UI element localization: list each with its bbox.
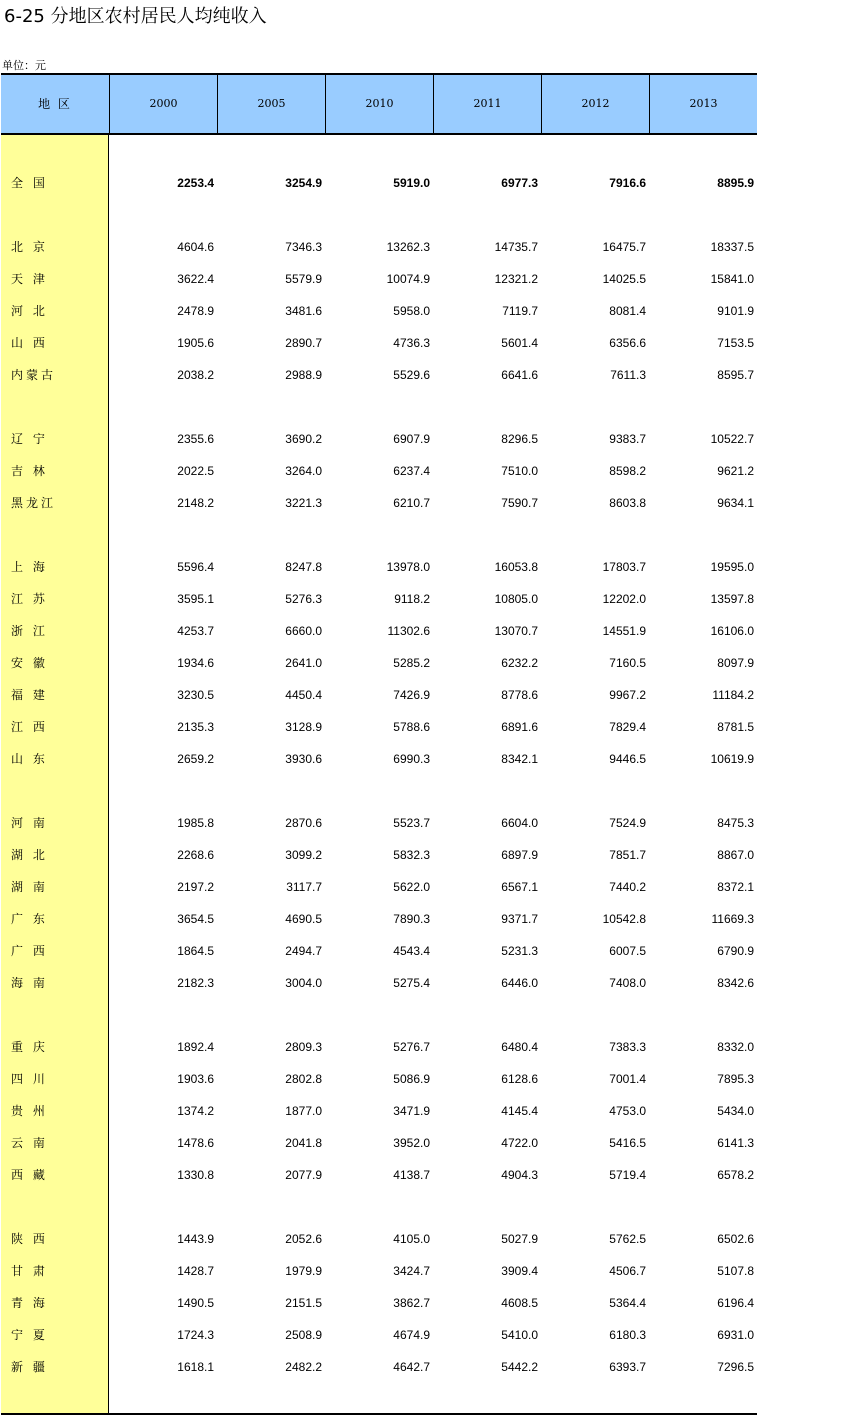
value-cell: 2022.5 [177,464,214,478]
value-cell: 13597.8 [710,592,754,606]
value-cell: 5596.4 [177,560,214,574]
value-cell: 5434.0 [717,1104,754,1118]
table-row [1,1133,757,1153]
value-cell: 9967.2 [609,688,646,702]
value-cell: 1330.8 [177,1168,214,1182]
value-cell: 6567.1 [501,880,538,894]
table-row [1,301,757,321]
value-cell: 5086.9 [393,1072,430,1086]
unit-label: 单位：元 [2,59,46,72]
value-cell: 1618.1 [177,1360,214,1374]
value-cell: 5579.9 [285,272,322,286]
region-name: 内蒙古 [11,368,57,382]
region-name: 全 国 [11,176,48,190]
value-cell: 3117.7 [286,880,322,894]
value-cell: 6891.6 [501,720,538,734]
value-cell: 10522.7 [710,432,754,446]
value-cell: 6931.0 [717,1328,754,1342]
value-cell: 1478.6 [177,1136,214,1150]
value-cell: 8342.1 [501,752,538,766]
value-cell: 4145.4 [501,1104,538,1118]
value-cell: 5958.0 [393,304,430,318]
header-year: 2013 [649,75,757,133]
table-row [1,877,757,897]
value-cell: 3481.6 [285,304,322,318]
value-cell: 8598.2 [609,464,646,478]
value-cell: 8778.6 [501,688,538,702]
region-name: 安 徽 [11,656,48,670]
table-row [1,1165,757,1185]
header-region: 地 区 [38,97,72,111]
value-cell: 6356.6 [609,336,646,350]
value-cell: 14551.9 [602,624,646,638]
value-cell: 5762.5 [609,1232,646,1246]
value-cell: 2151.5 [285,1296,322,1310]
header-year: 2005 [217,75,325,133]
value-cell: 2988.9 [285,368,322,382]
value-cell: 4674.9 [393,1328,430,1342]
value-cell: 2802.8 [285,1072,322,1086]
value-cell: 6641.6 [501,368,538,382]
region-name: 山 东 [11,752,48,766]
table-row [1,333,757,353]
table-header [1,73,757,135]
table-row [1,621,757,641]
value-cell: 3004.0 [285,976,322,990]
value-cell: 16475.7 [602,240,646,254]
value-cell: 7851.7 [609,848,646,862]
value-cell: 8372.1 [717,880,754,894]
value-cell: 6990.3 [393,752,430,766]
value-cell: 8781.5 [717,720,754,734]
value-cell: 2135.3 [177,720,214,734]
value-cell: 17803.7 [602,560,646,574]
value-cell: 5364.4 [609,1296,646,1310]
value-cell: 1490.5 [177,1296,214,1310]
value-cell: 16106.0 [710,624,754,638]
value-cell: 5410.0 [501,1328,538,1342]
value-cell: 11302.6 [387,624,430,638]
value-cell: 3128.9 [285,720,322,734]
value-cell: 6502.6 [717,1232,754,1246]
table-row [1,1069,757,1089]
value-cell: 7160.5 [609,656,646,670]
value-cell: 6210.7 [393,496,430,510]
value-cell: 5275.4 [393,976,430,990]
region-name: 吉 林 [11,464,48,478]
value-cell: 4105.0 [393,1232,430,1246]
value-cell: 9118.2 [394,592,430,606]
value-cell: 19595.0 [710,560,754,574]
value-cell: 2197.2 [177,880,214,894]
value-cell: 4506.7 [609,1264,646,1278]
value-cell: 6180.3 [609,1328,646,1342]
value-cell: 5529.6 [393,368,430,382]
value-cell: 4604.6 [177,240,214,254]
value-cell: 6196.4 [717,1296,754,1310]
value-cell: 8296.5 [501,432,538,446]
value-cell: 5442.2 [501,1360,538,1374]
value-cell: 8097.9 [717,656,754,670]
region-name: 山 西 [11,336,48,350]
value-cell: 1892.4 [177,1040,214,1054]
value-cell: 10542.8 [602,912,646,926]
income-table [1,73,757,1415]
value-cell: 2508.9 [285,1328,322,1342]
value-cell: 2870.6 [285,816,322,830]
value-cell: 4543.4 [393,944,430,958]
value-cell: 7426.9 [393,688,430,702]
value-cell: 8081.4 [609,304,646,318]
value-cell: 9634.1 [717,496,754,510]
header-year: 2011 [433,75,541,133]
value-cell: 6446.0 [501,976,538,990]
value-cell: 3862.7 [393,1296,430,1310]
region-column-bg [1,135,109,1415]
value-cell: 6007.5 [609,944,646,958]
region-name: 海 南 [11,976,48,990]
value-cell: 8342.6 [717,976,754,990]
value-cell: 2038.2 [177,368,214,382]
table-row [1,653,757,673]
value-cell: 13070.7 [494,624,538,638]
value-cell: 3909.4 [501,1264,538,1278]
table-row [1,1325,757,1345]
value-cell: 11669.3 [711,912,754,926]
value-cell: 6237.4 [393,464,430,478]
value-cell: 5276.3 [285,592,322,606]
value-cell: 3471.9 [393,1104,430,1118]
value-cell: 1374.2 [177,1104,214,1118]
table-row [1,973,757,993]
value-cell: 8247.8 [285,560,322,574]
value-cell: 11184.2 [712,688,754,702]
region-name: 江 苏 [11,592,48,606]
page-title: 6-25 分地区农村居民人均纯收入 [4,6,267,27]
table-row [1,1357,757,1377]
table-row [1,237,757,257]
value-cell: 6604.0 [501,816,538,830]
value-cell: 1979.9 [285,1264,322,1278]
value-cell: 5919.0 [393,176,430,190]
value-cell: 2253.4 [177,176,214,190]
table-row [1,461,757,481]
value-cell: 3654.5 [177,912,214,926]
value-cell: 3099.2 [285,848,322,862]
value-cell: 9101.9 [717,304,754,318]
value-cell: 7611.3 [610,368,646,382]
value-cell: 4138.7 [393,1168,430,1182]
value-cell: 2809.3 [285,1040,322,1054]
region-name: 上 海 [11,560,48,574]
value-cell: 1428.7 [177,1264,214,1278]
value-cell: 1903.6 [177,1072,214,1086]
value-cell: 2641.0 [285,656,322,670]
table-row [1,269,757,289]
header-year: 2010 [325,75,433,133]
value-cell: 5285.2 [393,656,430,670]
header-year: 2012 [541,75,649,133]
value-cell: 1724.3 [177,1328,214,1342]
value-cell: 7916.6 [609,176,646,190]
value-cell: 1877.0 [285,1104,322,1118]
value-cell: 3690.2 [285,432,322,446]
value-cell: 3952.0 [393,1136,430,1150]
value-cell: 6790.9 [717,944,754,958]
value-cell: 13262.3 [386,240,430,254]
value-cell: 10805.0 [494,592,538,606]
table-row [1,429,757,449]
value-cell: 7153.5 [717,336,754,350]
value-cell: 7383.3 [609,1040,646,1054]
table-row [1,1293,757,1313]
value-cell: 3221.3 [285,496,322,510]
value-cell: 2041.8 [285,1136,322,1150]
region-name: 湖 南 [11,880,48,894]
region-name: 辽 宁 [11,432,48,446]
value-cell: 6907.9 [393,432,430,446]
table-row [1,717,757,737]
value-cell: 6660.0 [285,624,322,638]
table-row [1,557,757,577]
table-row [1,813,757,833]
value-cell: 5622.0 [393,880,430,894]
value-cell: 16053.8 [494,560,538,574]
region-name: 青 海 [11,1296,48,1310]
region-name: 广 东 [11,912,48,926]
value-cell: 5416.5 [609,1136,646,1150]
value-cell: 7524.9 [609,816,646,830]
value-cell: 10074.9 [386,272,430,286]
region-name: 黑龙江 [11,496,57,510]
value-cell: 4642.7 [393,1360,430,1374]
table-row [1,1261,757,1281]
table-row [1,749,757,769]
value-cell: 13978.0 [386,560,430,574]
value-cell: 5276.7 [393,1040,430,1054]
region-name: 甘 肃 [11,1264,48,1278]
region-name: 福 建 [11,688,48,702]
value-cell: 1443.9 [177,1232,214,1246]
value-cell: 6977.3 [501,176,538,190]
value-cell: 8867.0 [717,848,754,862]
value-cell: 7001.4 [609,1072,646,1086]
region-name: 四 川 [11,1072,48,1086]
table-row [1,845,757,865]
value-cell: 6897.9 [501,848,538,862]
region-name: 北 京 [11,240,48,254]
value-cell: 2482.2 [285,1360,322,1374]
value-cell: 7890.3 [393,912,430,926]
value-cell: 4722.0 [501,1136,538,1150]
value-cell: 7895.3 [717,1072,754,1086]
value-cell: 1905.6 [177,336,214,350]
value-cell: 7590.7 [501,496,538,510]
value-cell: 8475.3 [717,816,754,830]
table-row [1,941,757,961]
region-name: 贵 州 [11,1104,48,1118]
value-cell: 5107.8 [717,1264,754,1278]
value-cell: 4608.5 [501,1296,538,1310]
value-cell: 3264.0 [285,464,322,478]
value-cell: 4753.0 [609,1104,646,1118]
value-cell: 9621.2 [717,464,754,478]
table-bottom-border [1,1413,757,1415]
value-cell: 3622.4 [177,272,214,286]
value-cell: 18337.5 [710,240,754,254]
value-cell: 1985.8 [177,816,214,830]
value-cell: 5601.4 [501,336,538,350]
value-cell: 15841.0 [710,272,754,286]
value-cell: 5832.3 [393,848,430,862]
value-cell: 8595.7 [717,368,754,382]
value-cell: 1864.5 [177,944,214,958]
region-name: 湖 北 [11,848,48,862]
table-row [1,493,757,513]
value-cell: 4690.5 [285,912,322,926]
table-row [1,1229,757,1249]
value-cell: 2890.7 [285,336,322,350]
value-cell: 6128.6 [501,1072,538,1086]
value-cell: 7346.3 [285,240,322,254]
value-cell: 5231.3 [501,944,538,958]
value-cell: 5788.6 [393,720,430,734]
value-cell: 4253.7 [177,624,214,638]
region-name: 河 南 [11,816,48,830]
region-name: 西 藏 [11,1168,48,1182]
table-row [1,1037,757,1057]
table-row [1,685,757,705]
value-cell: 14025.5 [602,272,646,286]
region-name: 重 庆 [11,1040,48,1054]
value-cell: 2478.9 [177,304,214,318]
region-name: 广 西 [11,944,48,958]
value-cell: 5523.7 [393,816,430,830]
value-cell: 2355.6 [177,432,214,446]
table-row [1,365,757,385]
value-cell: 6578.2 [717,1168,754,1182]
value-cell: 8895.9 [717,176,754,190]
value-cell: 3930.6 [285,752,322,766]
value-cell: 8332.0 [717,1040,754,1054]
value-cell: 2148.2 [177,496,214,510]
region-name: 河 北 [11,304,48,318]
value-cell: 5027.9 [501,1232,538,1246]
value-cell: 6141.3 [717,1136,754,1150]
region-name: 浙 江 [11,624,48,638]
value-cell: 4904.3 [501,1168,538,1182]
value-cell: 6393.7 [609,1360,646,1374]
value-cell: 2182.3 [177,976,214,990]
region-name: 江 西 [11,720,48,734]
value-cell: 14735.7 [494,240,538,254]
value-cell: 6232.2 [501,656,538,670]
value-cell: 3595.1 [177,592,214,606]
value-cell: 7408.0 [609,976,646,990]
value-cell: 9371.7 [501,912,538,926]
region-name: 云 南 [11,1136,48,1150]
value-cell: 9383.7 [609,432,646,446]
value-cell: 5719.4 [609,1168,646,1182]
value-cell: 2659.2 [177,752,214,766]
table-row [1,909,757,929]
value-cell: 4450.4 [285,688,322,702]
value-cell: 2494.7 [285,944,322,958]
value-cell: 3230.5 [177,688,214,702]
value-cell: 3254.9 [285,176,322,190]
table-row [1,173,757,193]
value-cell: 6480.4 [501,1040,538,1054]
value-cell: 12202.0 [602,592,646,606]
table-row [1,589,757,609]
header-year: 2000 [109,75,217,133]
value-cell: 7829.4 [609,720,646,734]
region-name: 新 疆 [11,1360,48,1374]
value-cell: 3424.7 [393,1264,430,1278]
value-cell: 1934.6 [177,656,214,670]
value-cell: 7440.2 [609,880,646,894]
value-cell: 2052.6 [285,1232,322,1246]
table-row [1,1101,757,1121]
value-cell: 4736.3 [393,336,430,350]
value-cell: 2077.9 [285,1168,322,1182]
region-name: 陕 西 [11,1232,48,1246]
value-cell: 10619.9 [710,752,754,766]
value-cell: 12321.2 [494,272,538,286]
region-name: 天 津 [11,272,48,286]
region-name: 宁 夏 [11,1328,48,1342]
value-cell: 7510.0 [501,464,538,478]
value-cell: 7119.7 [502,304,538,318]
value-cell: 8603.8 [609,496,646,510]
value-cell: 9446.5 [609,752,646,766]
value-cell: 2268.6 [177,848,214,862]
value-cell: 7296.5 [717,1360,754,1374]
